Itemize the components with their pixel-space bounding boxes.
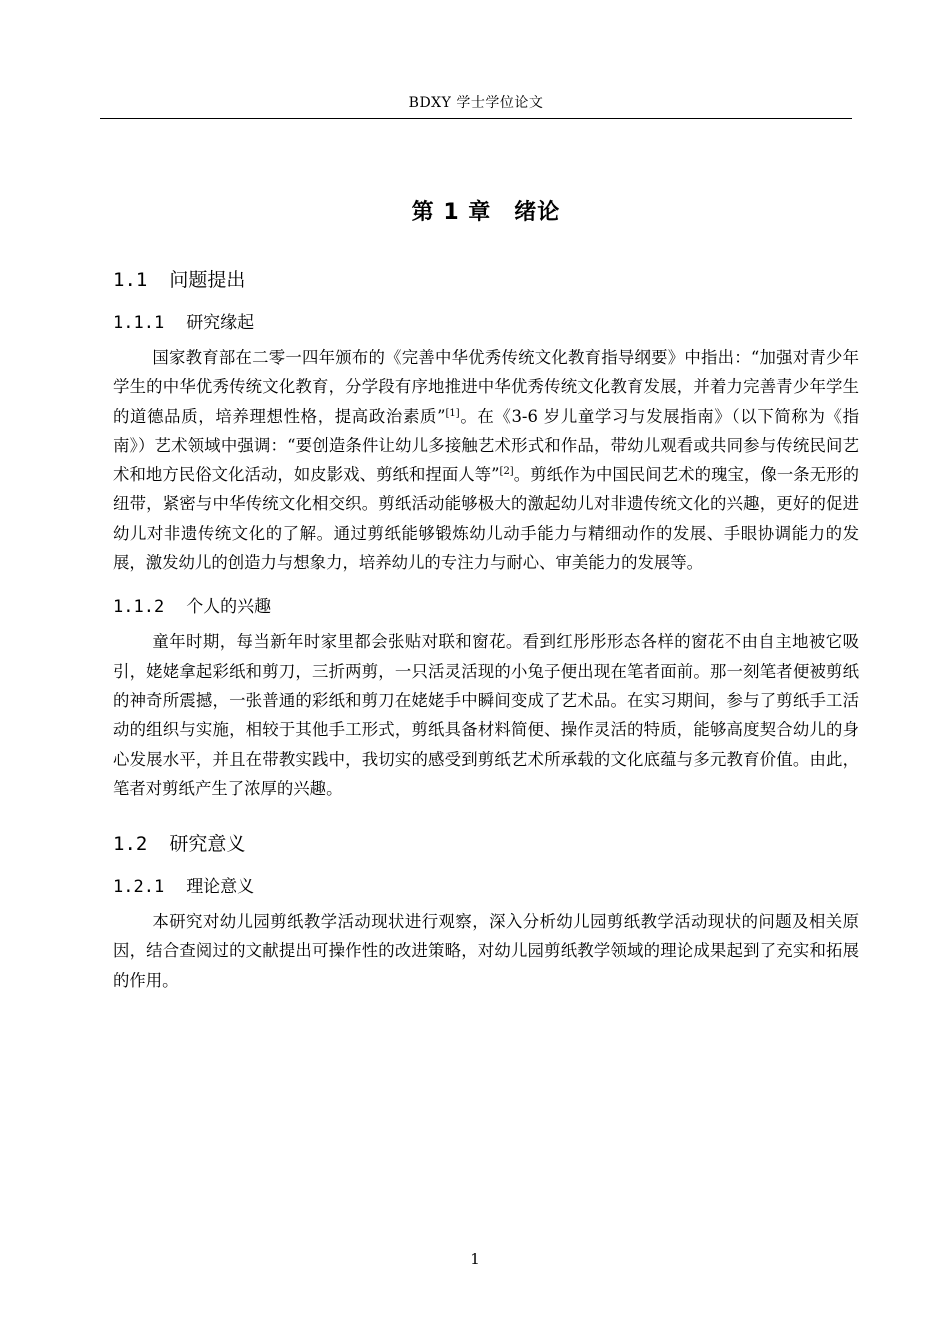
subsection-number: 1.1.1: [113, 313, 165, 333]
section-number: 1.2: [113, 833, 148, 856]
subsection-title: 理论意义: [186, 877, 255, 898]
subsection-heading-1-1-2: [113, 593, 859, 621]
paragraph-theoretical-significance: 本研究对幼儿园剪纸教学活动现状进行观察，深入分析幼儿园剪纸教学活动现状的问题及相关原因，结合查阅过的文献提出可操作性的改进策略，对幼儿园剪纸教学领域的理论成果起到了充实和拓展的作用。: [113, 912, 859, 990]
page-number: 1: [470, 1250, 480, 1268]
subsection-heading-1-1-1: [113, 309, 859, 337]
header-rule: [100, 118, 852, 119]
citation-ref: [1]: [445, 407, 460, 419]
page-body: [113, 195, 859, 1011]
paragraph-text: 。在《3-6 岁儿童学习与发展指南》（以下简称为《指南》）艺术领域中强调：“要创造条件让幼儿多接触艺术形式和作品，带幼儿观看或共同参与传统民间艺术和地方民俗文化活动，如皮影戏、剪纸和捏面人等”: [113, 406, 859, 485]
citation-ref: [2]: [499, 466, 514, 478]
paragraph-personal-interest: 童年时期，每当新年时家里都会张贴对联和窗花。看到红彤彤形态各样的窗花不由自主地被它吸引，姥姥拿起彩纸和剪刀，三折两剪，一只活灵活现的小兔子便出现在笔者面前。那一刻笔者便被剪纸的神奇所震撼，一张普通的彩纸和剪刀在姥姥手中瞬间变成了艺术品。在实习期间，参与了剪纸手工活动的组织与实施，相较于其他手工形式，剪纸具备材料简便、操作灵活的特质，能够高度契合幼儿的身心发展水平，并且在带教实践中，我切实的感受到剪纸艺术所承载的文化底蕴与多元教育价值。由此，笔者对剪纸产生了浓厚的兴趣。: [113, 632, 859, 798]
subsection-number: 1.2.1: [113, 877, 165, 898]
paragraph-text: 国家教育部在二零一四年颁布的《完善中华优秀传统文化教育指导纲要》中指出：“加强对青少年学生的中华优秀传统文化教育，分学段有序地推进中华优秀传统文化教育发展，并着力完善青少年学生的道德品质，培养理想性格，提高政治素质”: [113, 348, 859, 426]
subsection-number: 1.1.2: [113, 597, 165, 618]
paragraph-research-origin: [113, 343, 859, 577]
subsection-title: 研究缘起: [186, 313, 255, 333]
section-number: 1.1: [113, 269, 148, 291]
running-header: BDXY 学士学位论文: [408, 95, 544, 111]
paragraph-text: 。剪纸作为中国民间艺术的瑰宝，像一条无形的纽带，紧密与中华传统文化相交织。剪纸活动能够极大的激起幼儿对非遗传统文化的兴趣，更好的促进幼儿对非遗传统文化的了解。通过剪纸能够锻炼幼儿动手能力与精细动作的发展、手眼协调能力的发展，激发幼儿的创造力与想象力，培养幼儿的专注力与耐心、审美能力的发展等。: [113, 465, 859, 573]
section-heading-1-1: [113, 265, 859, 295]
subsection-heading-1-2-1: [113, 873, 859, 901]
subsection-title: 个人的兴趣: [186, 597, 272, 618]
section-title: 研究意义: [169, 833, 246, 856]
chapter-title: 第 1 章 绪论: [411, 200, 561, 225]
section-heading-1-2: [113, 829, 859, 859]
section-title: 问题提出: [169, 269, 246, 291]
